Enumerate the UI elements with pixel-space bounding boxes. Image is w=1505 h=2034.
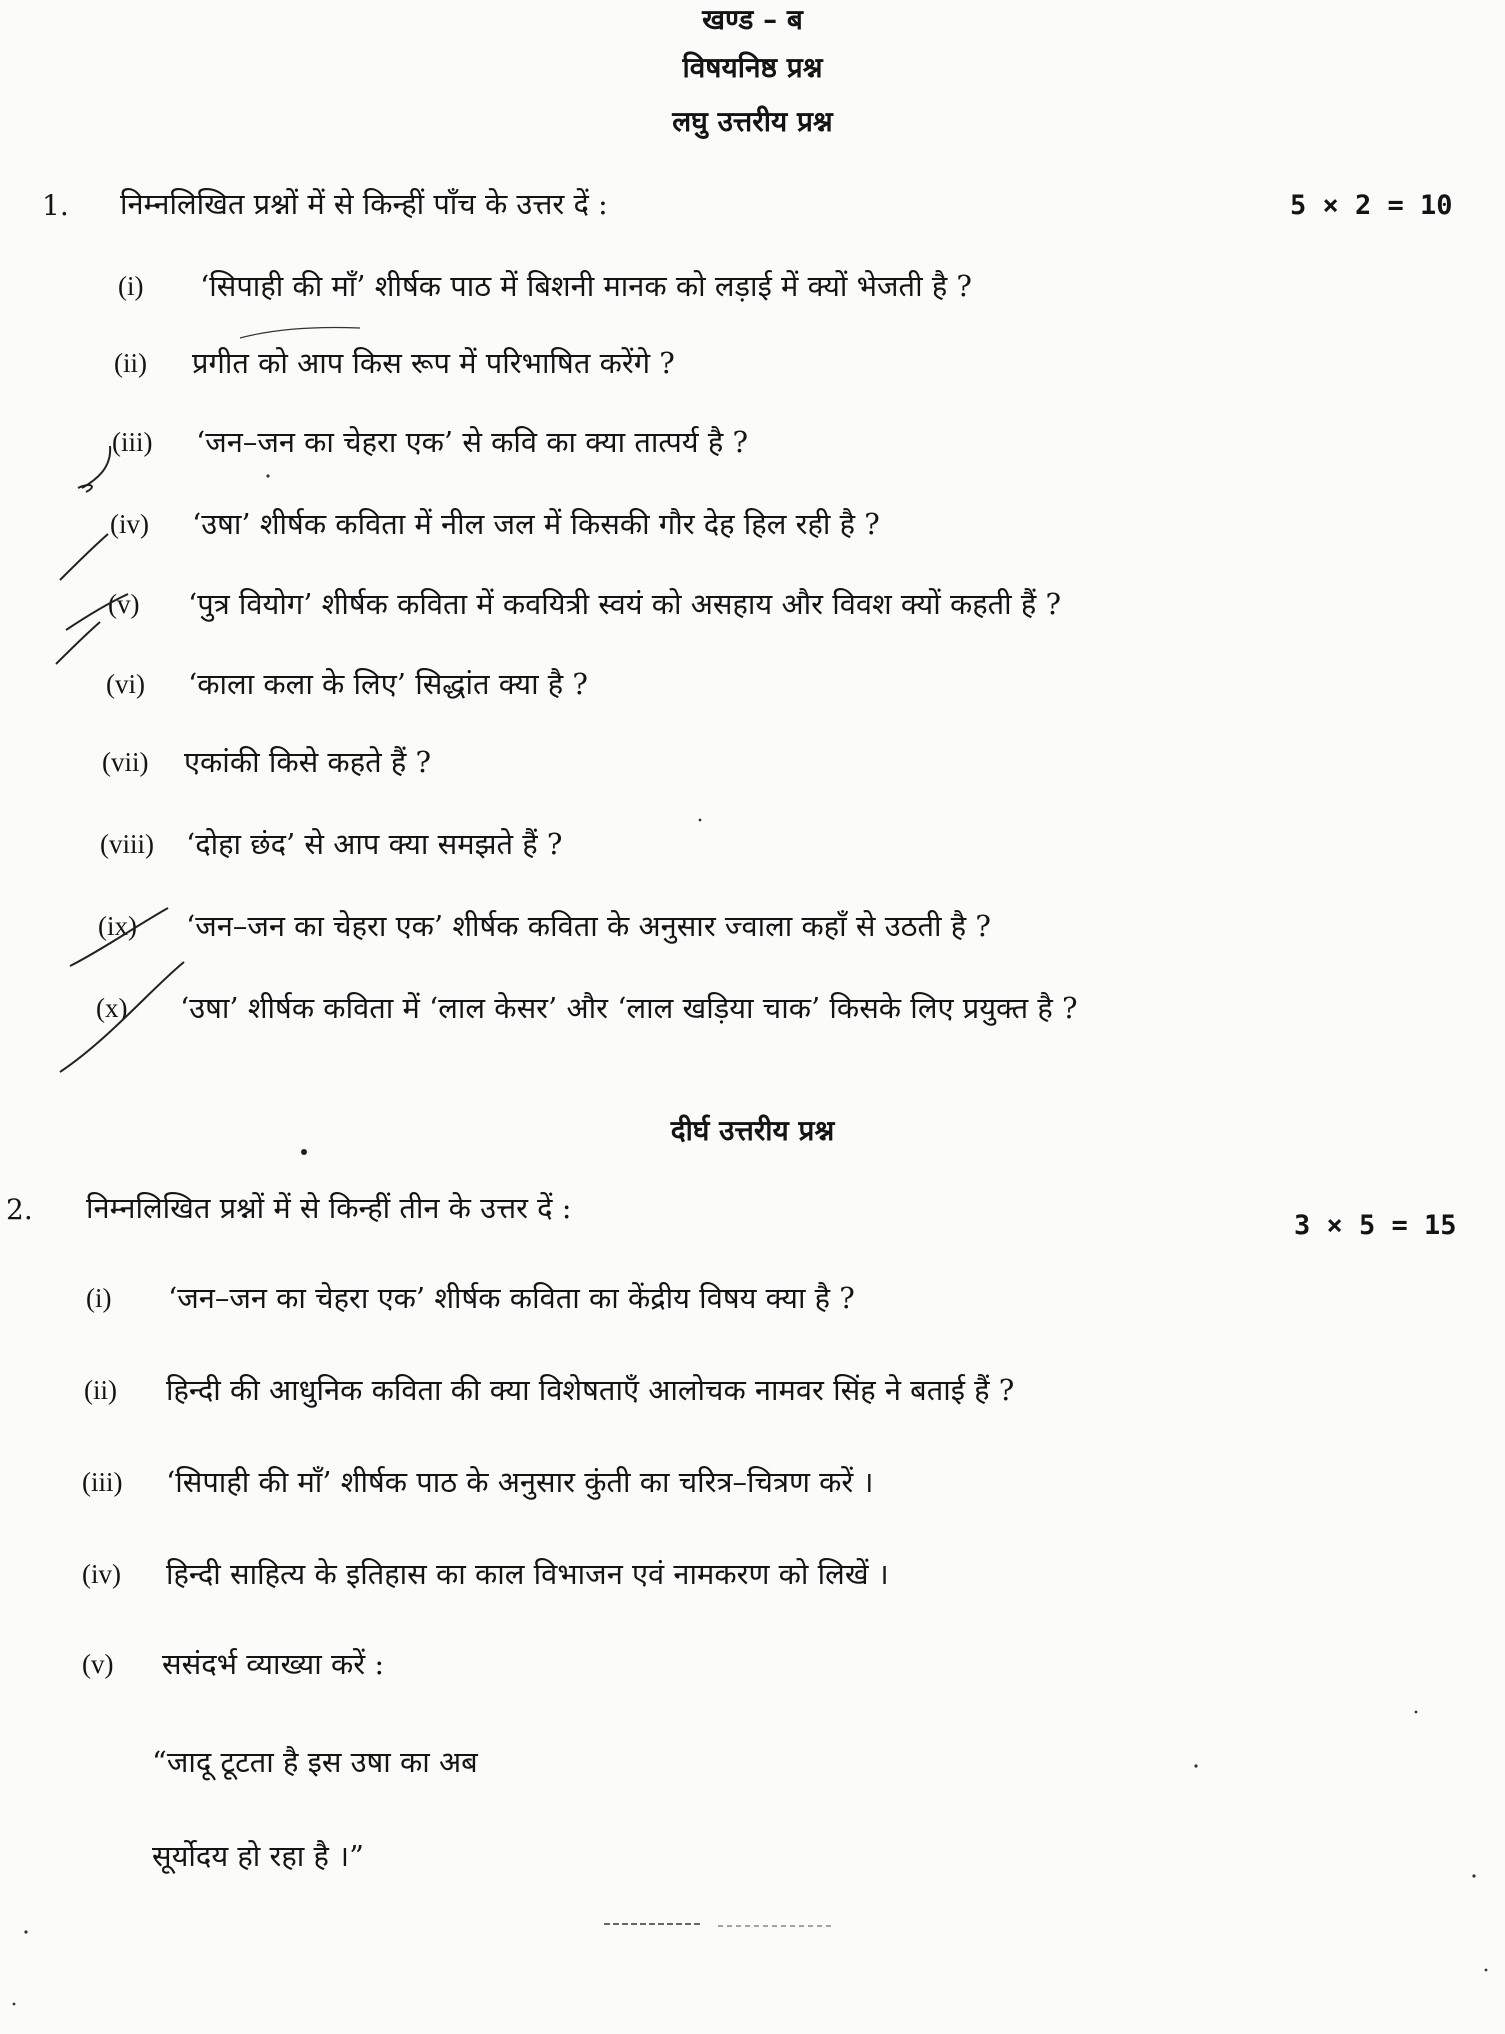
q1-item-label: (vii) [102,747,149,777]
q1-item-label: (ii) [114,348,147,378]
q1-item-label: (x) [96,993,128,1023]
q2-item-label: (ii) [84,1375,117,1405]
q2-item-text: ‘जन–जन का चेहरा एक’ शीर्षक कविता का केंद्रीय विषय क्या है ? [168,1281,855,1315]
q2-number: 2. [6,1193,33,1226]
q1-item-text: ‘काला कला के लिए’ सिद्धांत क्या है ? [188,667,588,701]
section-subtitle: विषयनिष्ठ प्रश्न [682,51,823,84]
q2-item-label: (v) [82,1649,114,1679]
q2-item-label: (i) [86,1283,112,1313]
q1-item-label: (vi) [106,669,145,699]
q1-item-text: ‘पुत्र वियोग’ शीर्षक कविता में कवयित्री स्वयं को असहाय और विवश क्यों कहती हैं ? [188,587,1062,621]
section-title: खण्ड – ब [702,3,803,36]
q1-item-label: (i) [118,271,144,301]
q2-item-label: (iii) [82,1467,123,1497]
q1-number: 1. [42,189,69,222]
q2-item-text: हिन्दी की आधुनिक कविता की क्या विशेषताएँ आलोचक नामवर सिंह ने बताई हैं ? [166,1373,1015,1407]
q1-item-label: (ix) [98,911,137,941]
q1-item-label: (iii) [112,427,153,457]
short-answer-heading: लघु उत्तरीय प्रश्न [672,105,833,138]
q1-item-text: ‘उषा’ शीर्षक कविता में ‘लाल केसर’ और ‘लाल खड़िया चाक’ किसके लिए प्रयुक्त है ? [180,991,1078,1025]
q1-item-text: ‘जन–जन का चेहरा एक’ शीर्षक कविता के अनुसार ज्वाला कहाँ से उठती है ? [186,909,991,943]
q2-item-text: ससंदर्भ व्याख्या करें : [162,1647,385,1681]
q1-item-label: (viii) [100,829,154,859]
quote-line-1: “जादू टूटता है इस उषा का अब [152,1745,478,1779]
q1-marks: 5 × 2 = 10 [1290,190,1453,221]
q1-item-text: ‘दोहा छंद’ से आप क्या समझते हैं ? [186,827,563,861]
q1-item-label: (iv) [110,509,149,539]
q1-item-text: ‘उषा’ शीर्षक कविता में नील जल में किसकी गौर देह हिल रही है ? [192,507,880,541]
q1-item-text: ‘जन–जन का चेहरा एक’ से कवि का क्या तात्पर्य है ? [196,425,749,459]
long-answer-heading: दीर्घ उत्तरीय प्रश्न [670,1114,835,1147]
q1-item-text: ‘सिपाही की माँ’ शीर्षक पाठ में बिशनी मानक को लड़ाई में क्यों भेजती है ? [200,269,972,303]
q2-item-text: हिन्दी साहित्य के इतिहास का काल विभाजन एवं नामकरण को लिखें । [166,1557,889,1591]
q1-item-text: एकांकी किसे कहते हैं ? [184,745,432,779]
q2-item-label: (iv) [82,1559,121,1589]
q1-item-text: प्रगीत को आप किस रूप में परिभाषित करेंगे ? [192,346,675,380]
q1-item-label: (v) [108,589,140,619]
quote-line-2: सूर्योदय हो रहा है ।” [152,1839,364,1873]
q2-item-text: ‘सिपाही की माँ’ शीर्षक पाठ के अनुसार कुंती का चरित्र–चित्रण करें । [166,1465,874,1499]
q1-instruction: निम्नलिखित प्रश्नों में से किन्हीं पाँच के उत्तर दें : [120,187,608,221]
q2-instruction: निम्नलिखित प्रश्नों में से किन्हीं तीन के उत्तर दें : [86,1191,572,1225]
q2-marks: 3 × 5 = 15 [1294,1210,1457,1241]
